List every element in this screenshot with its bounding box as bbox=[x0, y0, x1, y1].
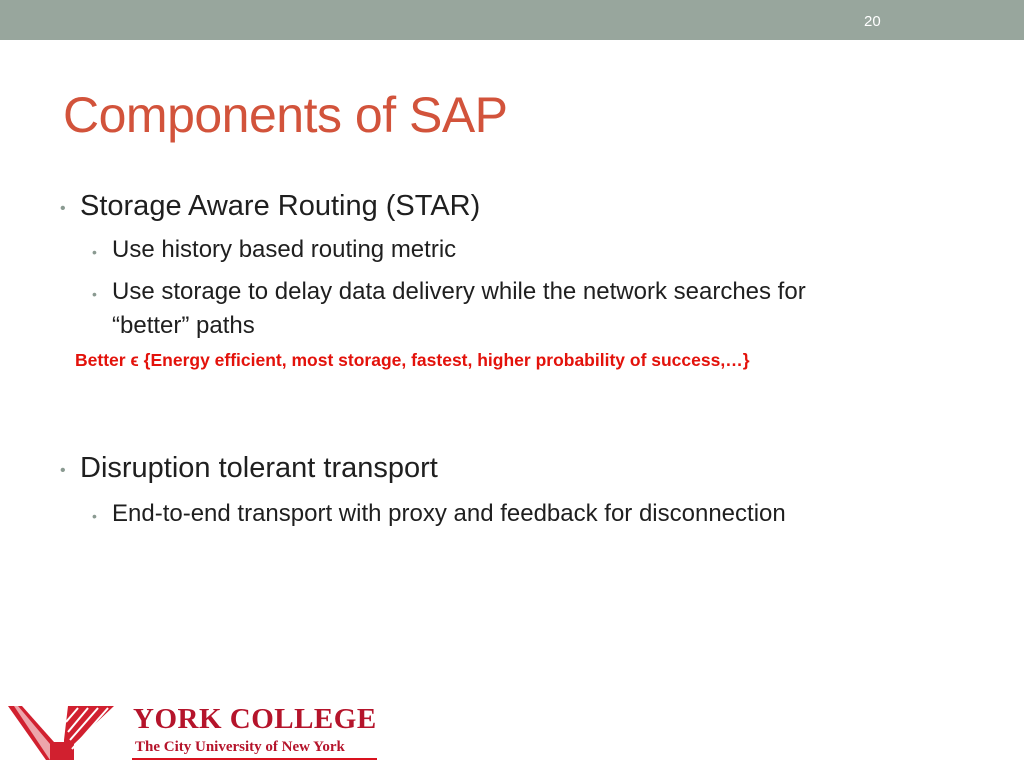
logo-university-name: The City University of New York bbox=[135, 739, 345, 755]
bullet-storage-delay bbox=[92, 275, 806, 343]
bullet-storage-delay-line1: Use storage to delay data delivery while the network searches for bbox=[112, 278, 806, 305]
york-college-emblem-icon bbox=[8, 704, 114, 762]
bullet-dot: • bbox=[92, 508, 97, 524]
bullet-dot: • bbox=[92, 244, 97, 260]
slide-number: 20 bbox=[864, 13, 881, 30]
bullet-dot: • bbox=[92, 286, 97, 302]
bullet-dtt bbox=[60, 452, 438, 485]
slide-title: Components of SAP bbox=[63, 87, 508, 143]
header-bar bbox=[0, 0, 1024, 40]
bullet-storage-delay-text bbox=[112, 275, 806, 343]
bullet-end-to-end bbox=[92, 497, 786, 533]
note-better: Better ϵ {Energy efficient, most storage, fastest, higher probability of success,…} bbox=[75, 350, 750, 370]
bullet-dot: • bbox=[60, 462, 66, 479]
logo-underline bbox=[132, 758, 377, 760]
bullet-history-metric bbox=[92, 233, 456, 269]
bullet-history-metric-text: Use history based routing metric bbox=[112, 236, 457, 263]
york-college-logo bbox=[8, 700, 378, 764]
bullet-end-to-end-text: End-to-end transport with proxy and feedback for disconnection bbox=[112, 500, 786, 527]
bullet-storage-delay-line2: “better” paths bbox=[112, 312, 255, 339]
bullet-dtt-text: Disruption tolerant transport bbox=[80, 452, 438, 484]
bullet-dot: • bbox=[60, 200, 66, 217]
logo-college-name: YORK COLLEGE bbox=[133, 703, 377, 735]
bullet-star-text: Storage Aware Routing (STAR) bbox=[80, 190, 481, 222]
bullet-star bbox=[60, 190, 480, 223]
